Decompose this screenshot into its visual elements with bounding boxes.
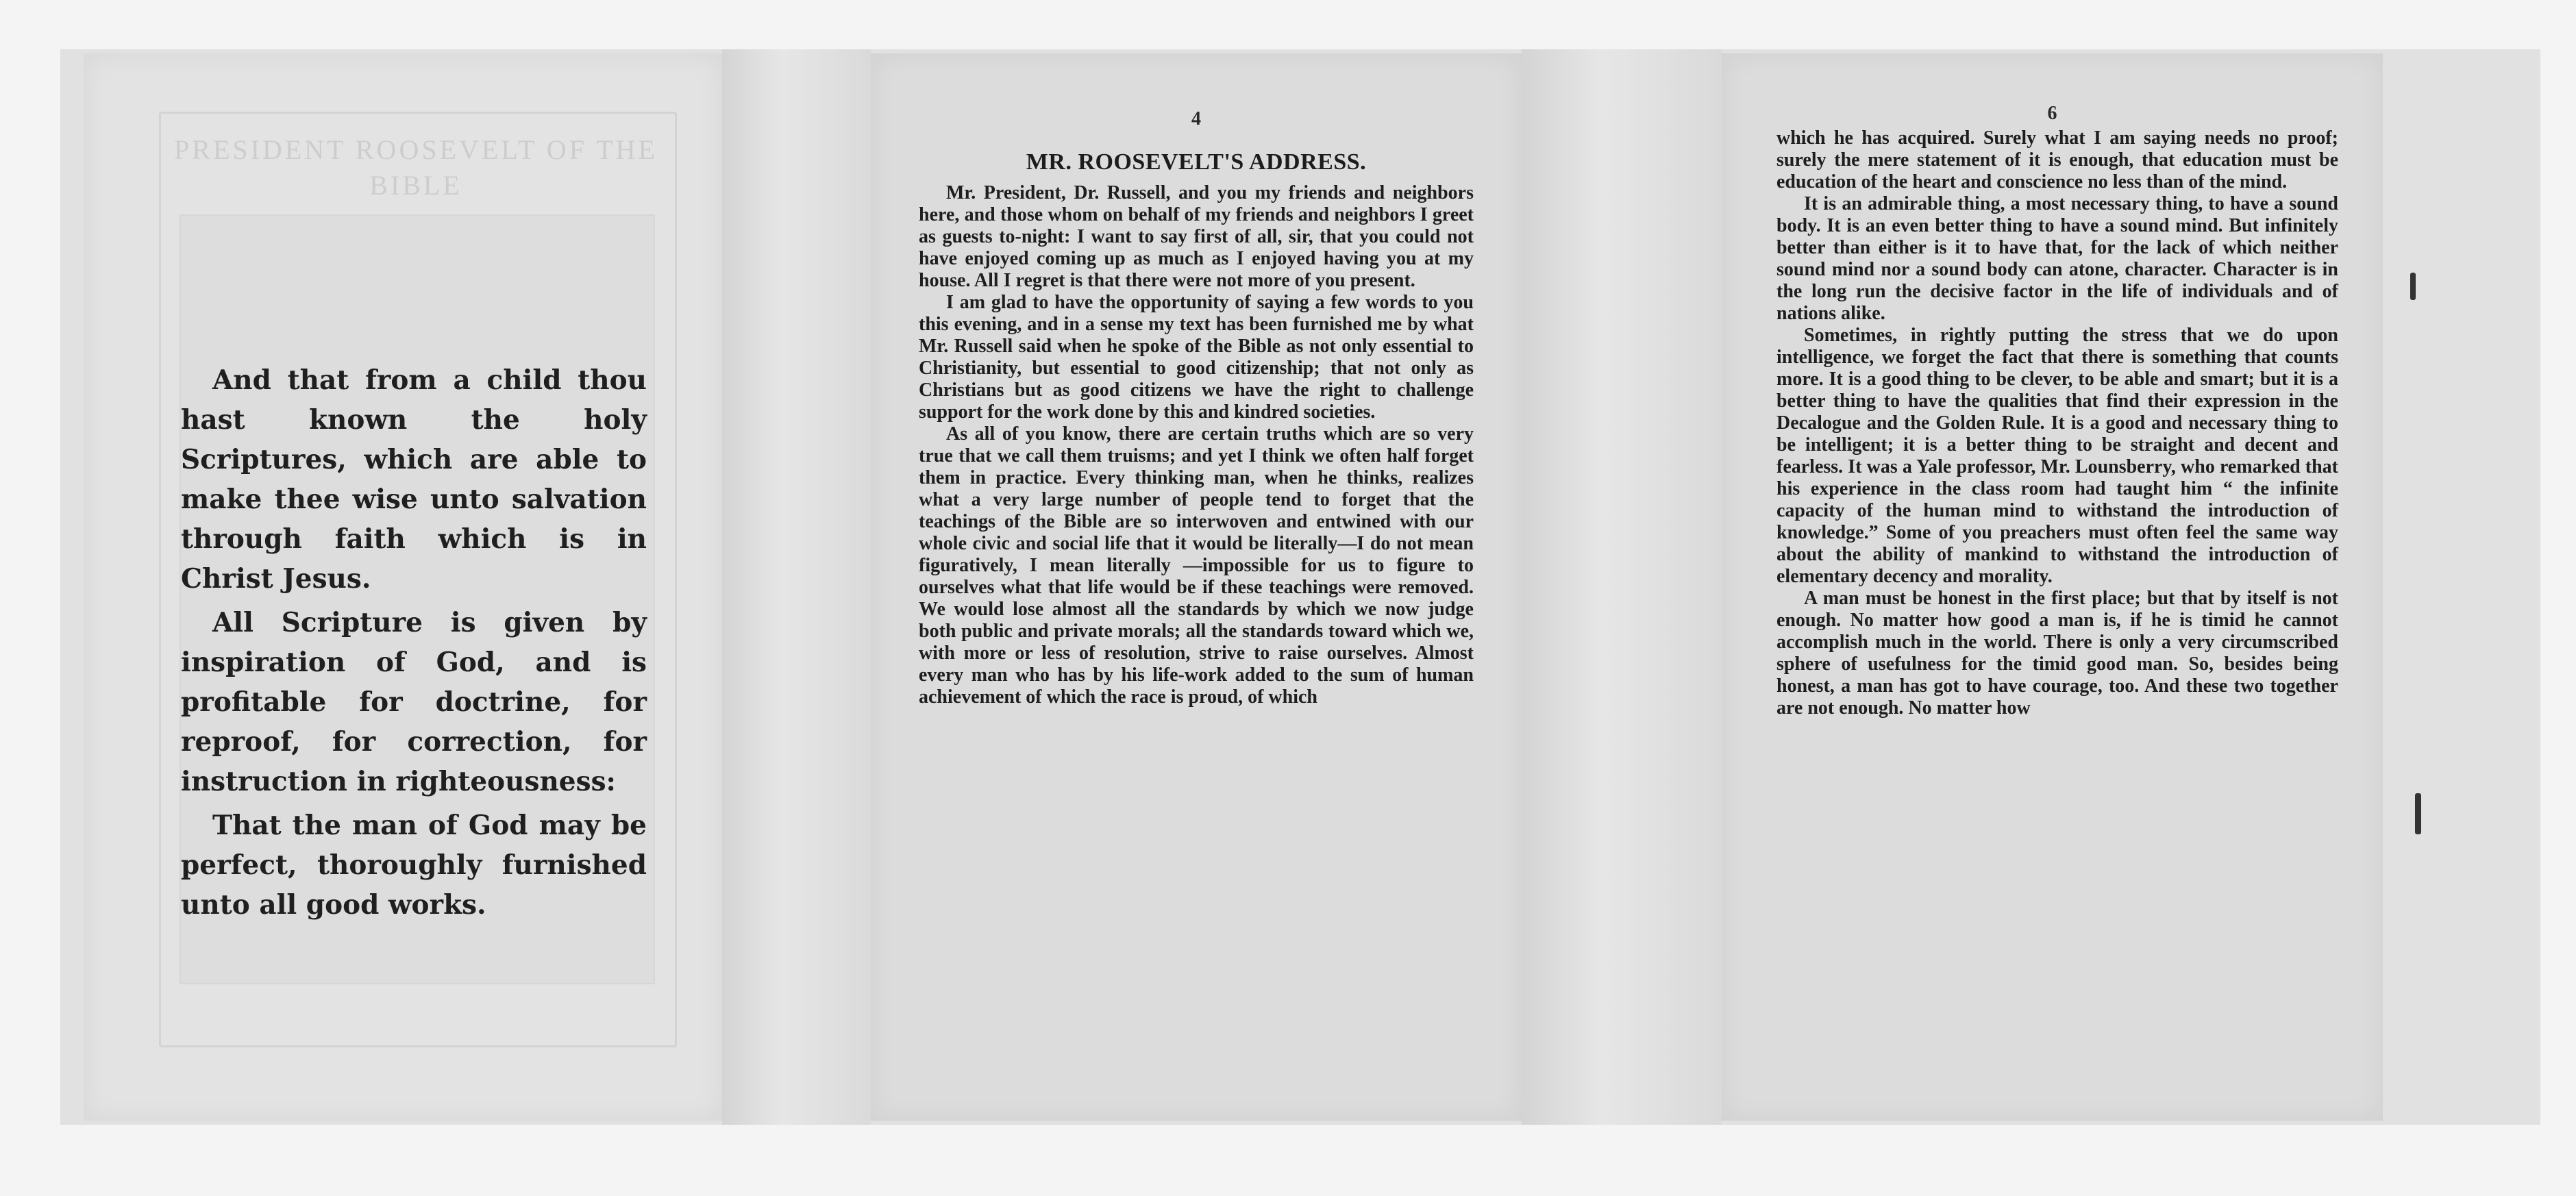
page-six (1722, 53, 2383, 1121)
page-gap (722, 49, 871, 1125)
page-four (871, 53, 1522, 1121)
faded-cover-title: PRESIDENT ROOSEVELT OF THE BIBLE (174, 134, 658, 201)
paragraph: It is an admirable thing, a most necessary thing, to have a sound body. It is an even better thing to have a sound mind. But infinitely better than either is it to have that, for the lack of which neither sound mind nor a sound body can atone, character. Character is in the long run the decisive factor in the life of individuals and of nations alike. (1776, 193, 2338, 324)
paragraph: which he has acquired. Surely what I am saying needs no proof; surely the mere statement of it is enough, that education must be education of the heart and conscience no less than of the mind. (1776, 127, 2338, 192)
left-leaf (84, 53, 722, 1121)
verse: And that from a child thou hast known the holy Scriptures, which are able to make thee wise unto salvation through faith which is in Christ Jesus. (181, 364, 647, 595)
paragraph: I am glad to have the opportunity of saying a few words to you this evening, and in a sense my text has been furnished me by what Mr. Russell said when he spoke of the Bible as not only essential to Christianity, but essential to good citizenship; that not only as Christians but as good citizens we have the right to challenge support for the work done by this and kindred societies. (919, 292, 1474, 423)
address-text (1776, 127, 2338, 719)
photo-strip (60, 49, 2540, 1125)
verse: All Scripture is given by inspiration of God, and is profitable for doctrine, for reproof, for correction, for instruction in righteousness: (181, 607, 647, 797)
verse: That the man of God may be perfect, thoroughly furnished unto all good works. (181, 810, 647, 921)
address-text (919, 182, 1474, 708)
paragraph: Mr. President, Dr. Russell, and you my friends and neighbors here, and those whom on behalf of my friends and neighbors I greet as guests to-night: I want to say first of all, sir, that you could not have enjoyed coming up as much as I enjoyed having you at my house. All I regret is that there were not more of you present. (919, 182, 1474, 291)
page-heading: MR. ROOSEVELT'S ADDRESS. (1026, 149, 1367, 175)
paragraph: A man must be honest in the first place; but that by itself is not enough. No matter how good a man is, if he is timid he cannot accomplish much in the world. There is only a very circumscribed sphere of usefulness for the timid good man. So, besides being honest, a man has got to have courage, too. And these two together are not enough. No matter how (1776, 588, 2338, 719)
paragraph: As all of you know, there are certain truths which are so very true that we call them truisms; and yet I think we often half forget them in practice. Every thinking man, when he thinks, realizes what a very large number of people tend to forget that the teachings of the Bible are so interwoven and entwined with our whole civic and social life that it would be literally—I do not mean figuratively, I mean literally —impossible for us to figure to ourselves what that life would be if these teachings were removed. We would lose almost all the standards by which we now judge both public and private morals; all the standards toward which we, with more or less of resolution, strive to raise ourselves. Almost every man who has by his life-work added to the sum of human achievement of which the race is proud, of which (919, 423, 1474, 708)
edge-mark (2410, 273, 2416, 300)
paragraph: Sometimes, in rightly putting the stress that we do upon intelligence, we forget the fact that there is something that counts more. It is a good thing to be clever, to be able and smart; but it is a better thing to have the qualities that find their expression in the Decalogue and the Golden Rule. It is a good and necessary thing to be intelligent; it is a better thing to be straight and decent and fearless. It was a Yale professor, Mr. Lounsberry, who remarked that his experience in the class room had taught him “ the infinite capacity of the human mind to withstand the introduction of knowledge.” Some of you preachers must often feel the same way about the ability of mankind to withstand the introduction of elementary decency and morality. (1776, 325, 2338, 587)
edge-mark (2415, 793, 2421, 834)
page-number: 4 (1191, 108, 1201, 129)
page-number: 6 (2047, 103, 2057, 124)
scripture-verses (181, 360, 647, 929)
page-gap (1522, 49, 1722, 1125)
